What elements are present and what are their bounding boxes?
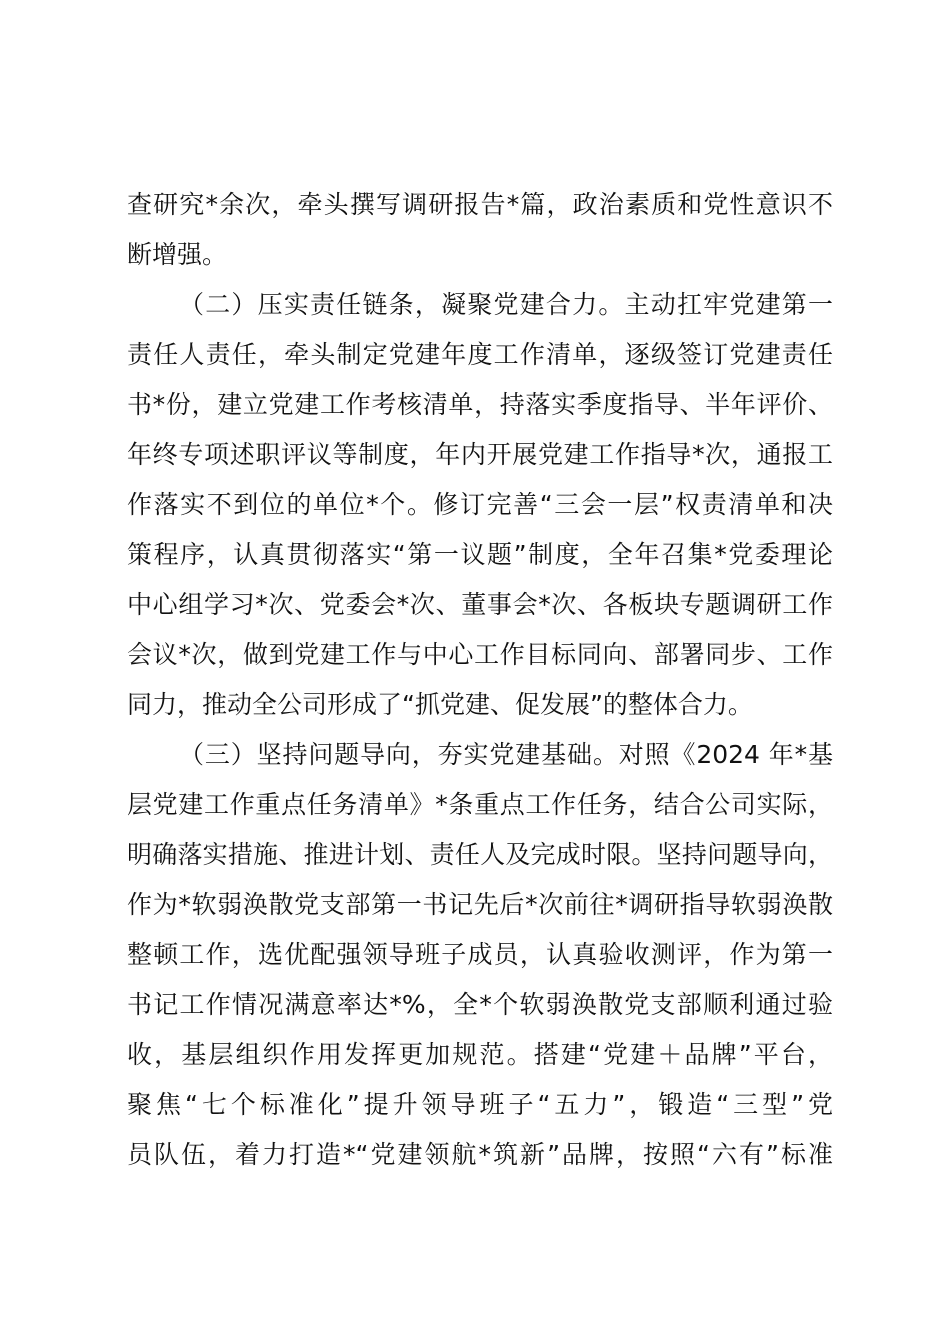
text-line: 会议*次，做到党建工作与中心工作目标同向、部署同步、工作 xyxy=(127,640,833,669)
text-line: 收，基层组织作用发挥更加规范。搭建“党建＋品牌”平台， xyxy=(127,1040,833,1069)
text-line: 年终专项述职评议等制度，年内开展党建工作指导*次，通报工 xyxy=(127,440,833,469)
text-line: 书记工作情况满意率达*%，全*个软弱涣散党支部顺利通过验 xyxy=(127,990,833,1019)
text-line: 员队伍，着力打造*“党建领航*筑新”品牌，按照“六有”标准 xyxy=(127,1140,833,1169)
text-line: 聚焦“七个标准化”提升领导班子“五力”，锻造“三型”党 xyxy=(127,1090,833,1119)
text-line: 策程序，认真贯彻落实“第一议题”制度，全年召集*党委理论 xyxy=(127,540,833,569)
text-line: 整顿工作，选优配强领导班子成员，认真验收测评，作为第一 xyxy=(127,940,833,969)
text-line: 断增强。 xyxy=(127,240,228,269)
text-line: 明确落实措施、推进计划、责任人及完成时限。坚持问题导向， xyxy=(127,840,833,869)
text-line: 同力，推动全公司形成了“抓党建、促发展”的整体合力。 xyxy=(127,690,753,719)
text-line: 作落实不到位的单位*个。修订完善“三会一层”权责清单和决 xyxy=(127,490,833,519)
text-line: 层党建工作重点任务清单》*条重点工作任务，结合公司实际， xyxy=(127,790,833,819)
text-line: 作为*软弱涣散党支部第一书记先后*次前往*调研指导软弱涣散 xyxy=(127,890,833,919)
text-line: 查研究*余次，牵头撰写调研报告*篇，政治素质和党性意识不 xyxy=(127,190,833,219)
section-heading-line: （三）坚持问题导向，夯实党建基础。对照《2024 年*基 xyxy=(179,740,833,769)
text-line: 责任人责任，牵头制定党建年度工作清单，逐级签订党建责任 xyxy=(127,340,833,369)
text-line: 中心组学习*次、党委会*次、董事会*次、各板块专题调研工作 xyxy=(127,590,833,619)
section-heading-line: （二）压实责任链条，凝聚党建合力。主动扛牢党建第一 xyxy=(179,290,833,319)
text-line: 书*份，建立党建工作考核清单，持落实季度指导、半年评价、 xyxy=(127,390,833,419)
